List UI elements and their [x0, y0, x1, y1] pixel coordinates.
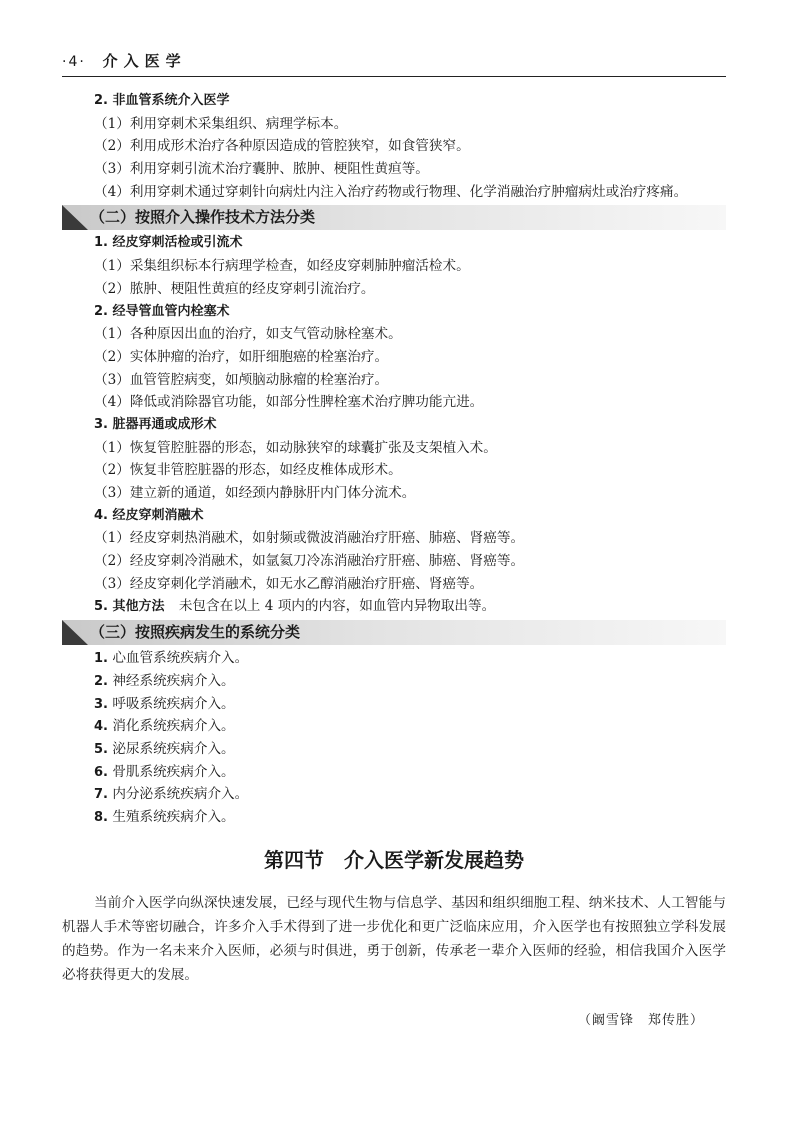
- list-item: （3）血管管腔病变，如颅脑动脉瘤的栓塞治疗。: [94, 371, 389, 388]
- list-item: [62, 783, 726, 806]
- item-number: 2.: [94, 673, 108, 689]
- list-item: （2）经皮穿刺冷消融术，如氩氦刀冷冻消融治疗肝癌、肺癌、肾癌等。: [94, 553, 525, 570]
- list-item: （2）利用成形术治疗各种原因造成的管腔狭窄，如食管狭窄。: [94, 138, 470, 155]
- list-item: [62, 693, 726, 716]
- page-number: ·4·: [62, 54, 86, 70]
- subheading: 2. 经导管血管内栓塞术: [94, 303, 230, 319]
- page-content: [62, 90, 726, 1028]
- list-item: [62, 715, 726, 738]
- item-number: 3.: [94, 696, 108, 712]
- item-text: 内分泌系统疾病介入。: [112, 786, 249, 803]
- running-title: 介入医学: [102, 52, 187, 70]
- subheading: 1. 经皮穿刺活检或引流术: [94, 235, 243, 251]
- list-item: [62, 761, 726, 784]
- other-methods-item: [62, 595, 726, 618]
- list-item: （2）脓肿、梗阻性黄疸的经皮穿刺引流治疗。: [94, 280, 375, 297]
- subheading: 3. 脏器再通或成形术: [94, 416, 217, 432]
- item-number: 7.: [94, 787, 108, 803]
- list-item: （2）恢复非管腔脏器的形态，如经皮椎体成形术。: [94, 462, 402, 479]
- list-item: （1）各种原因出血的治疗，如支气管动脉栓塞术。: [94, 326, 402, 343]
- section-title: （二）按照介入操作技术方法分类: [90, 208, 316, 227]
- item-text: 心血管系统疾病介入。: [112, 650, 249, 667]
- list-item: （2）实体肿瘤的治疗，如肝细胞癌的栓塞治疗。: [94, 348, 389, 365]
- author-credit: （阚雪锋 郑传胜）: [577, 1012, 704, 1028]
- subheading-non-vascular: 2. 非血管系统介入医学: [94, 93, 230, 108]
- section-marker-icon: [62, 620, 88, 645]
- item-text: 生殖系统疾病介入。: [112, 808, 235, 825]
- section-header-system: [62, 620, 726, 645]
- list-item: （4）降低或消除器官功能，如部分性脾栓塞术治疗脾功能亢进。: [94, 394, 484, 411]
- list-item: （3）经皮穿刺化学消融术，如无水乙醇消融治疗肝癌、肾癌等。: [94, 575, 484, 592]
- list-item: [62, 806, 726, 829]
- item-number: 4.: [94, 719, 108, 735]
- item-text: 泌尿系统疾病介入。: [112, 740, 235, 757]
- chapter-title: 第四节 介入医学新发展趋势: [264, 847, 524, 872]
- page-header: [62, 50, 726, 77]
- section-title: （三）按照疾病发生的系统分类: [90, 623, 301, 642]
- list-item: （3）利用穿刺引流术治疗囊肿、脓肿、梗阻性黄疸等。: [94, 161, 429, 178]
- section-marker-icon: [62, 205, 88, 230]
- list-item: [62, 738, 726, 761]
- list-item: （1）恢复管腔脏器的形态，如动脉狭窄的球囊扩张及支架植入术。: [94, 439, 497, 456]
- item-text: 消化系统疾病介入。: [112, 718, 235, 735]
- list-item: （3）建立新的通道，如经颈内静脉肝内门体分流术。: [94, 485, 416, 502]
- item-text: 呼吸系统疾病介入。: [112, 695, 235, 712]
- item-text: 骨肌系统疾病介入。: [112, 763, 235, 780]
- list-item: [62, 647, 726, 670]
- list-item: （1）经皮穿刺热消融术，如射频或微波消融治疗肝癌、肺癌、肾癌等。: [94, 530, 525, 547]
- item-number: 5.: [94, 741, 108, 757]
- other-methods-text: 未包含在以上 4 项内的内容，如血管内异物取出等。: [178, 598, 496, 615]
- body-paragraph: 当前介入医学向纵深快速发展，已经与现代生物与信息学、基因和组织细胞工程、纳米技术、人工智能与机器人手术等密切融合，许多介入手术得到了进一步优化和更广泛临床应用，介入医学也有按照独立学科发展的趋势。作为一名未来介入医师，必须与时俱进，勇于创新，传承老一辈介入医师的经验，相信我国介入医学必将获得更大的发展。: [62, 894, 726, 983]
- item-number: 8.: [94, 809, 108, 825]
- section-header-technique: [62, 205, 726, 230]
- list-item: （4）利用穿刺术通过穿刺针向病灶内注入治疗药物或行物理、化学消融治疗肿瘤病灶或治疗疼痛。: [94, 183, 688, 200]
- item-text: 神经系统疾病介入。: [112, 672, 235, 689]
- subheading: 4. 经皮穿刺消融术: [94, 507, 204, 523]
- list-item: [62, 670, 726, 693]
- list-item: （1）利用穿刺术采集组织、病理学标本。: [94, 115, 348, 132]
- item-number: 1.: [94, 651, 108, 667]
- item-number: 6.: [94, 764, 108, 780]
- subheading: 5. 其他方法: [94, 599, 165, 615]
- list-item: （1）采集组织标本行病理学检查，如经皮穿刺肺肿瘤活检术。: [94, 258, 470, 275]
